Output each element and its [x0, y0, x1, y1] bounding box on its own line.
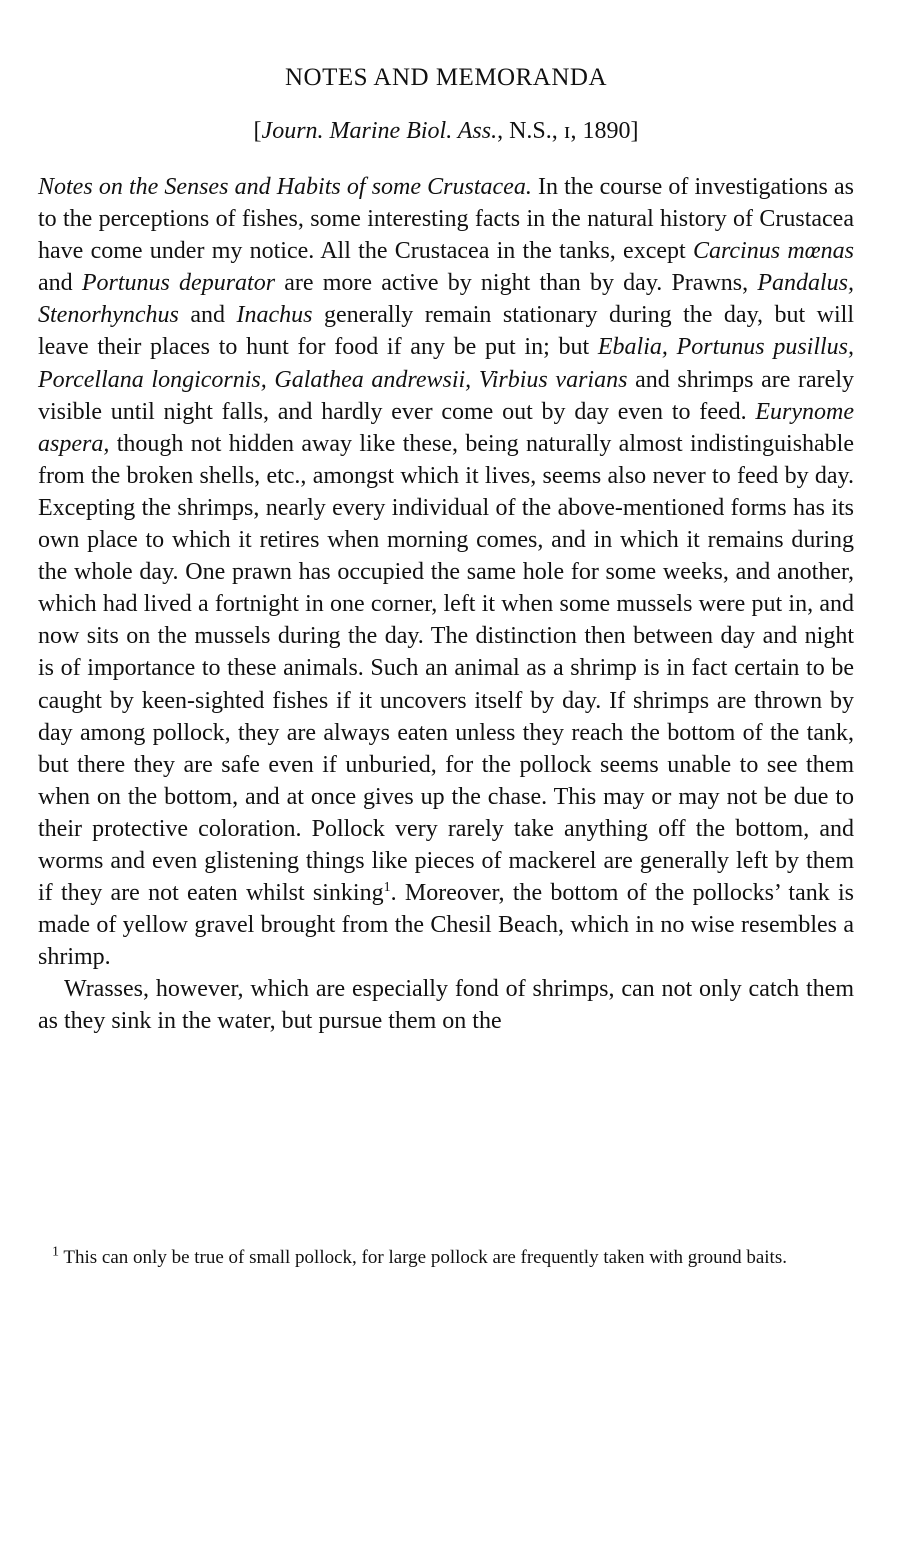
italic-term: Carcinus mœnas: [692, 238, 854, 265]
footnote-marker: 1: [52, 1244, 59, 1260]
italic-term: Ebalia, Portunus pusillus, Porcellana longicornis, Galathea andrewsii, Virbius varians: [38, 334, 854, 393]
text-run: and: [178, 302, 237, 329]
text-run: are more active by night than by day. Prawns,: [275, 270, 758, 297]
italic-term: Pandalus, Stenorhynchus: [38, 270, 854, 329]
journal-name: Journ. Marine Biol. Ass.: [261, 118, 498, 144]
footnote-ref: 1: [383, 880, 391, 896]
italic-term: Portunus depurator: [81, 270, 276, 297]
paragraph-2: Wrasses, however, which are especially fond of shrimps, can not only catch them as they sink in the water, but pursue them on the: [38, 976, 854, 1035]
text-run: generally remain stationary during the day, but will leave their places to hunt for food if any be put in; but: [38, 302, 854, 361]
italic-term: Eurynome aspera,: [38, 398, 854, 457]
paragraph-1: [38, 171, 854, 973]
article-body: [38, 171, 854, 1038]
text-run: though not hidden away like these, being naturally almost indistinguishable from the broken shells, etc., amongst which it lives, seems also never to feed by day. Excepting the shrimps, nearly every individual of the above-mentioned forms has its own place to which it retires when morning comes, and in which it remains during the whole day. One prawn has occupied the same hole for some weeks, and another, which had lived a fortnight in one corner, left it when some mussels were put in, and now sits on the mussels during the day. The distinction then between day and night is of importance to these animals. Such an animal as a shrimp is in fact certain to be caught by keen-sighted fishes if it uncovers itself by day. If shrimps are thrown by day among pollock, they are always eaten unless they reach the bottom of the tank, but there they are safe even if unburied, for the pollock seems unable to see them when on the bottom, and at once gives up the chase. This may or may not be due to their protective coloration. Pollock very rarely take anything off the bottom, and worms and even glistening things like pieces of mackerel are generally left by them if they are not eaten whilst sinking: [38, 430, 854, 907]
text-run: . Moreover, the bottom of the pollocks’ tank is made of yellow gravel brought from the Chesil Beach, which in no wise resembles a shrimp.: [38, 880, 855, 971]
footnote: [38, 1246, 854, 1271]
journal-citation: [Journ. Marine Biol. Ass., N.S., ɪ, 1890]: [253, 118, 639, 144]
text-run: In the course of investigations as to the perceptions of fishes, some interesting facts in the natural history of Crustacea have come under my notice. All the Crustacea in the tanks, except: [38, 174, 854, 265]
text-run: and shrimps are rarely visible until night falls, and hardly ever come out by day even to feed.: [38, 366, 854, 425]
text-run: and: [38, 270, 82, 297]
section-heading: NOTES AND MEMORANDA: [284, 64, 607, 91]
italic-term: Notes on the Senses and Habits of some Crustacea.: [38, 174, 532, 200]
italic-term: Inachus: [236, 302, 313, 329]
footnote-text: This can only be true of small pollock, for large pollock are frequently taken with ground baits.: [59, 1247, 787, 1268]
